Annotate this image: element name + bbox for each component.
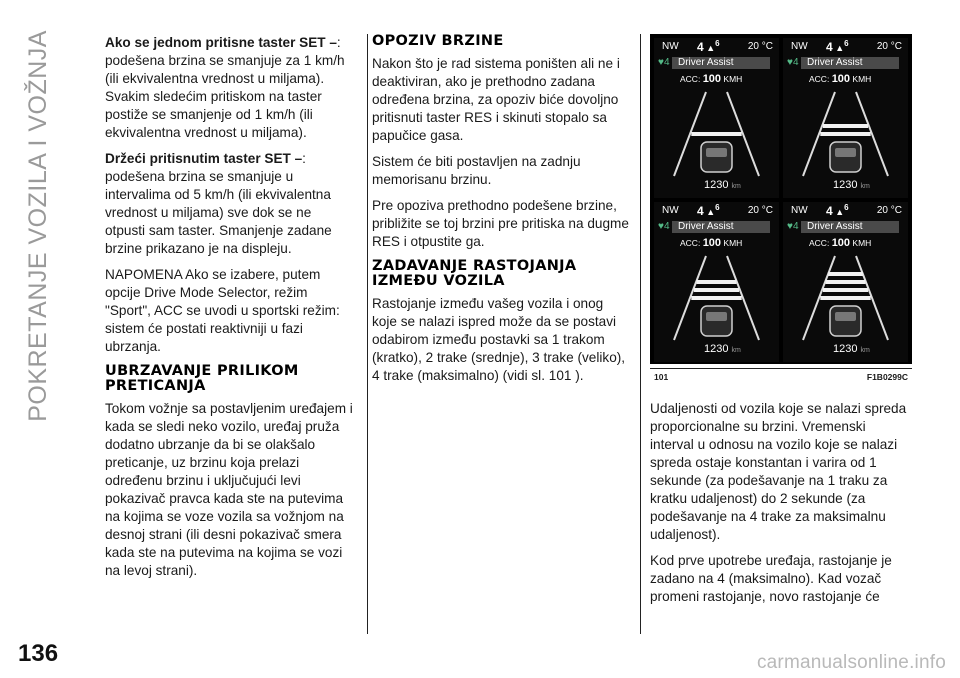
figure-caption (650, 368, 912, 382)
side-indicator (787, 57, 799, 68)
acc-speed-unit: KMH (723, 74, 743, 84)
paragraph-set-hold (105, 150, 355, 258)
road-distance-graphic (654, 252, 779, 342)
odometer (704, 343, 741, 355)
side-indicator-value: 4 (663, 221, 670, 232)
temperature: 20 °C (747, 205, 773, 216)
lead-set-hold: Držeći pritisnutim taster SET – (105, 151, 303, 166)
compass-direction: NW (662, 205, 679, 216)
odometer-unit: km (731, 347, 741, 354)
side-indicator (658, 57, 670, 68)
road-distance-graphic (654, 88, 779, 178)
car-icon: ▲ (703, 207, 716, 217)
temperature: 20 °C (747, 41, 773, 52)
figure-101-displays (650, 34, 912, 364)
paragraph-recall-3: Pre opoziva prethodno podešene brzine, približite se toj brzini pre pritiska na dugme RES i otpustite ga. (372, 198, 629, 249)
panel-top-row (654, 205, 779, 219)
gear-sub: 6 (844, 203, 849, 212)
acc-display-panel (654, 38, 779, 198)
car-icon: ▲ (832, 207, 845, 217)
column-divider-2 (640, 34, 641, 634)
driver-assist-bar: Driver Assist (672, 57, 770, 69)
gear-value: 4 (697, 40, 704, 54)
gear-sub: 6 (844, 39, 849, 48)
side-indicator (658, 221, 670, 232)
car-icon: ▲ (832, 43, 845, 53)
acc-label: ACC: (809, 74, 830, 84)
gear-value: 4 (697, 204, 704, 218)
acc-speed (680, 237, 742, 249)
paragraph-recall-1: Nakon što je rad sistema poništen ali ne i deaktiviran, ako je prethodno zadana određena brzina, za opoziv biće dovoljno pritisnuti taster RES i skinuti stopalo sa papučice gasa. (372, 56, 620, 143)
speed-limit-icon: ♥ (787, 221, 793, 232)
compass-direction: NW (662, 41, 679, 52)
driver-assist-bar: Driver Assist (672, 221, 770, 233)
acc-speed-value: 100 (831, 237, 851, 249)
side-indicator-value: 4 (792, 57, 799, 68)
acc-speed (809, 237, 871, 249)
gear-indicator (826, 203, 849, 218)
gear-sub: 6 (715, 203, 720, 212)
odometer (833, 343, 870, 355)
paragraph-note-sport: NAPOMENA Ako se izabere, putem opcije Drive Mode Selector, režim "Sport", ACC se uvodi u sportski režim: sistem će postati reaktivniji u fazi ubrzanja. (105, 267, 340, 354)
distance-bar (697, 280, 737, 284)
column-2 (372, 34, 630, 393)
speed-limit-icon: ♥ (658, 57, 664, 68)
acc-speed (809, 73, 871, 85)
car-windshield (706, 312, 727, 321)
distance-bar (691, 132, 741, 136)
paragraph-distance: Rastojanje između vašeg vozila i onog koje se nalazi ispred može da se postavi odabirom između postavki sa 1 trakom (kratko), 2 trake (srednje), 3 trake (veliko), 4 trake (maksimalno) (vidi sl. 101 ). (372, 296, 626, 383)
temperature: 20 °C (876, 205, 902, 216)
odometer (833, 179, 870, 191)
acc-display-panel (783, 38, 908, 198)
distance-bar (694, 288, 739, 292)
gear-value: 4 (826, 40, 833, 54)
car-icon: ▲ (703, 43, 716, 53)
section-side-title-text: POKRETANJE VOZILA I VOŽNJA (23, 30, 52, 422)
acc-speed-value: 100 (702, 73, 722, 85)
column-3 (650, 400, 912, 614)
acc-label: ACC: (680, 238, 701, 248)
acc-label: ACC: (680, 74, 701, 84)
distance-bar (828, 272, 863, 276)
paragraph-distance-time: Udaljenosti od vozila koje se nalazi spreda proporcionalne su brzini. Vremenski interval u odnosu na vozilo koje se nalazi spreda ostaje konstantan i varira od 1 sekunde (za podešavanje na 1 traku za kratku udaljenost) do 2 sekunde (za podešavanje na 4 trake za maksimalnu udaljenost). (650, 401, 907, 542)
text-set-press: : podešena brzina se smanjuje za 1 km/h (ili ekvivalentna vrednost u miljama). Svakim sledećim pritiskom na taster postiže se smanjenje od 1 km/h (ili ekvivalentna vrednost u miljama). (105, 35, 345, 140)
lead-set-press: Ako se jednom pritisne taster SET – (105, 35, 337, 50)
odometer-unit: km (731, 183, 741, 190)
heading-overtaking: UBRZAVANJE PRILIKOM PRETICANJA (105, 363, 299, 394)
distance-bar (826, 280, 866, 284)
heading-speed-recall: OPOZIV BRZINE (372, 33, 504, 49)
acc-speed (680, 73, 742, 85)
distance-bar (691, 296, 741, 300)
car-windshield (835, 312, 856, 321)
gear-indicator (697, 203, 720, 218)
speed-limit-icon: ♥ (787, 57, 793, 68)
side-indicator (787, 221, 799, 232)
acc-speed-value: 100 (831, 73, 851, 85)
road-distance-graphic (783, 88, 908, 178)
distance-bar (823, 288, 868, 292)
odometer-value: 1230 (704, 179, 729, 191)
car-windshield (835, 148, 856, 157)
side-indicator-value: 4 (792, 221, 799, 232)
odometer-unit: km (860, 347, 870, 354)
acc-speed-unit: KMH (723, 238, 743, 248)
gear-value: 4 (826, 204, 833, 218)
road-distance-graphic (783, 252, 908, 342)
heading-distance: ZADAVANJE RASTOJANJA IZMEĐU VOZILA (372, 258, 577, 289)
acc-display-panel (783, 202, 908, 362)
odometer-value: 1230 (833, 179, 858, 191)
gear-indicator (826, 39, 849, 54)
paragraph-overtaking: Tokom vožnje sa postavljenim uređajem i kada se sledi neko vozilo, uređaj pruža dodatno ubrzanje da bi se olakšalo preticanje, uz brzinu koja prelazi određenu brzinu i uključujući levi pokazivač pravca kada ste na putevima na kojima se voze vozila sa vožnjom na desnoj strani (ili desni pokazivač smera kada ste na putevima na kojima se vozi na levoj strani). (105, 401, 353, 578)
odometer-unit: km (860, 183, 870, 190)
distance-bar (820, 132, 870, 136)
gear-sub: 6 (715, 39, 720, 48)
acc-speed-value: 100 (702, 237, 722, 249)
distance-bar (820, 296, 870, 300)
acc-label: ACC: (809, 238, 830, 248)
acc-speed-unit: KMH (852, 238, 872, 248)
paragraph-set-press (105, 34, 355, 142)
panel-top-row (654, 41, 779, 55)
temperature: 20 °C (876, 41, 902, 52)
acc-display-panel (654, 202, 779, 362)
paragraph-recall-2: Sistem će biti postavljen na zadnju memorisanu brzinu. (372, 154, 581, 187)
odometer-value: 1230 (704, 343, 729, 355)
acc-speed-unit: KMH (852, 74, 872, 84)
driver-assist-bar: Driver Assist (801, 221, 899, 233)
driver-assist-bar: Driver Assist (801, 57, 899, 69)
text-set-hold: : podešena brzina se smanjuje u intervalima od 5 km/h (ili ekvivalentna vrednost u miljama) sve dok se ne otpusti sam taster. Smanjenje zadane brzine prikazano je na displeju. (105, 151, 332, 256)
side-indicator-value: 4 (663, 57, 670, 68)
watermark: carmanualsonline.info (756, 652, 946, 673)
column-divider-1 (367, 34, 368, 634)
page-number: 136 (18, 640, 59, 667)
column-1 (105, 34, 355, 588)
panel-top-row (783, 205, 908, 219)
odometer-value: 1230 (833, 343, 858, 355)
gear-indicator (697, 39, 720, 54)
figure-number: 101 (654, 372, 669, 382)
paragraph-first-use: Kod prve upotrebe uređaja, rastojanje je zadano na 4 (maksimalno). Kad vozač promeni rastojanje, novo rastojanje će (650, 553, 892, 604)
speed-limit-icon: ♥ (658, 221, 664, 232)
car-windshield (706, 148, 727, 157)
compass-direction: NW (791, 205, 808, 216)
section-side-title (8, 30, 68, 422)
compass-direction: NW (791, 41, 808, 52)
panel-top-row (783, 41, 908, 55)
figure-code: F1B0299C (866, 372, 908, 382)
distance-bar (823, 124, 868, 128)
odometer (704, 179, 741, 191)
